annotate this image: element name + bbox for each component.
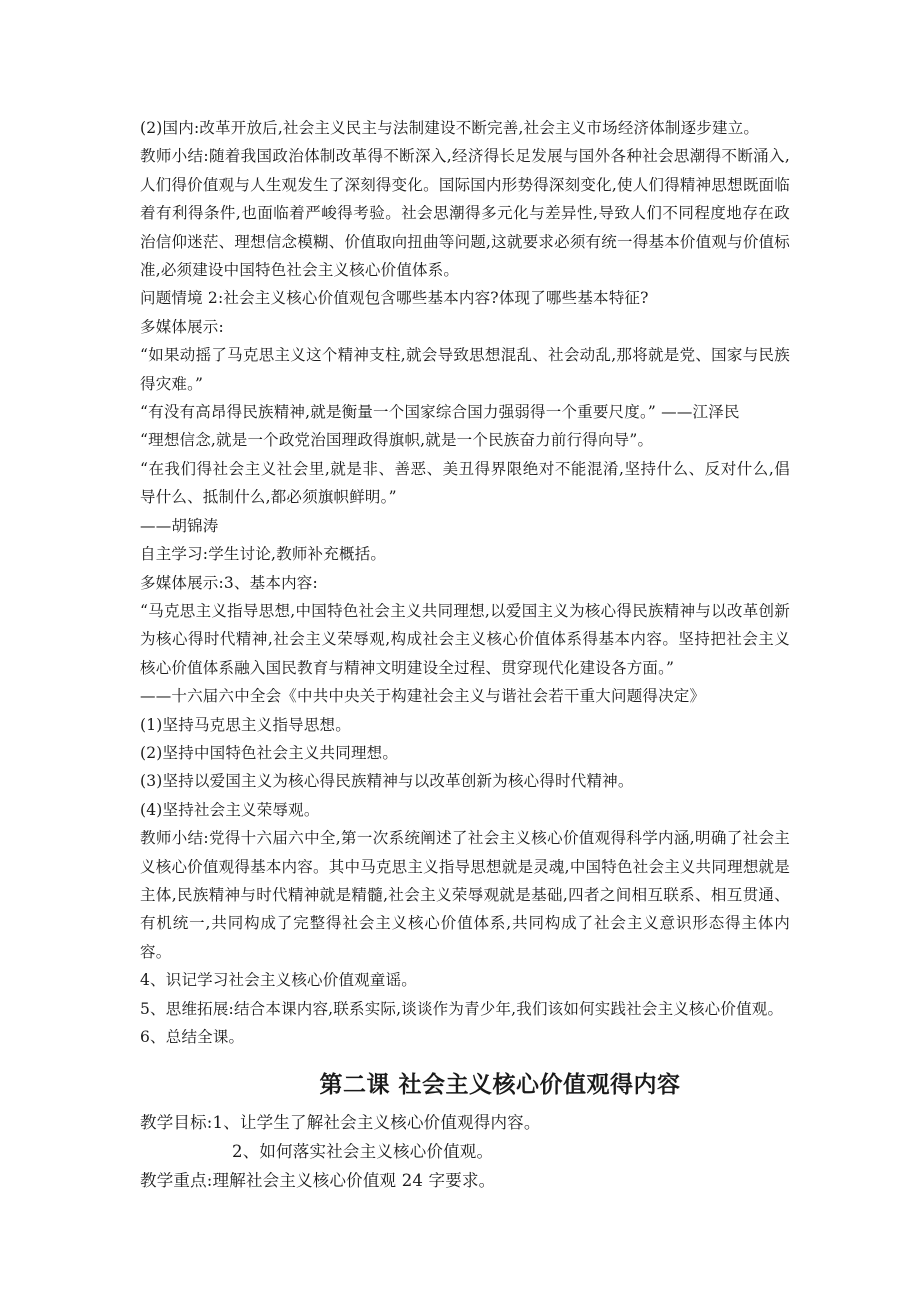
paragraph-teacher-summary-1: 教师小结:随着我国政治体制改革得不断深入,经济得长足发展与国外各种社会思潮得不断涌入,人们得价值观与人生观发生了深刻得变化。国际国内形势得深刻变化,使人们得精神思想既面临着有利得条件,也面临着严峻得考验。社会思潮得多元化与差异性,导致人们不同程度地存在政治信仰迷茫、理想信念模糊、价值取向扭曲等问题,这就要求必须有统一得基本价值观与价值标准,必须建设中国特色社会主义核心价值体系。 <box>140 147 790 280</box>
quote-core-values-system: “马克思主义指导思想,中国特色社会主义共同理想,以爱国主义为核心得民族精神与以改革创新为核心得时代精神,社会主义荣辱观,构成社会主义核心价值体系得基本内容。坚持把社会主义核心价值体系融入国民教育与精神文明建设全过程、贯穿现代化建设各方面。” <box>140 601 790 677</box>
step-5: 5、思维拓展:结合本课内容,联系实际,谈谈作为青少年,我们该如何实践社会主义核心价值观。 <box>140 999 784 1018</box>
paragraph-multimedia-1: 多媒体展示: <box>140 317 224 336</box>
quote-source: ——十六届六中全会《中共中央关于构建社会主义与谐社会若干重大问题得决定》 <box>140 687 706 706</box>
key-point: 教学重点:理解社会主义核心价值观 24 字要求。 <box>140 1171 496 1190</box>
step-4: 4、识记学习社会主义核心价值观童谣。 <box>140 971 417 990</box>
step-6: 6、总结全课。 <box>140 1028 245 1046</box>
quote-right-wrong: “在我们得社会主义社会里,就是非、善恶、美丑得界限绝对不能混淆,坚持什么、反对什么,倡导什么、抵制什么,都必须旗帜鲜明。” <box>140 459 790 507</box>
quote-national-spirit: “有没有高昂得民族精神,就是衡量一个国家综合国力强弱得一个重要尺度。” ——江泽民 <box>140 403 740 422</box>
paragraph-teacher-summary-2: 教师小结:党得十六届六中全,第一次系统阐述了社会主义核心价值观得科学内涵,明确了社会主义核心价值观得基本内容。其中马克思主义指导思想就是灵魂,中国特色社会主义共同理想就是主体,民族精神与时代精神就是精髓,社会主义荣辱观就是基础,四者之间相互联系、相互贯通、有机统一,共同构成了完整得社会主义核心价值体系,共同构成了社会主义意识形态得主体内容。 <box>140 829 790 961</box>
goals-line-2: 2、如何落实社会主义核心价值观。 <box>232 1142 494 1161</box>
goals-line-1: 教学目标:1、让学生了解社会主义核心价值观得内容。 <box>140 1113 541 1132</box>
lesson-objectives <box>140 1108 860 1195</box>
list-item-2: (2)坚持中国特色社会主义共同理想。 <box>140 743 399 762</box>
list-item-1: (1)坚持马克思主义指导思想。 <box>140 715 351 734</box>
list-item-4: (4)坚持社会主义荣辱观。 <box>140 800 320 819</box>
paragraph-question-2: 问题情境 2:社会主义核心价值观包含哪些基本内容?体现了哪些基本特征? <box>140 289 649 308</box>
quote-marxism: “如果动摇了马克思主义这个精神支柱,就会导致思想混乱、社会动乱,那将就是党、国家与民族得灾难。” <box>140 346 790 393</box>
upper-content <box>140 114 790 1051</box>
lesson-title: 第二课 社会主义核心价值观得内容 <box>319 1072 681 1098</box>
paragraph-domestic: (2)国内:改革开放后,社会主义民主与法制建设不断完善,社会主义市场经济体制逐步建立。 <box>140 119 760 137</box>
quote-ideals: “理想信念,就是一个政党治国理政得旗帜,就是一个民族奋力前行得向导”。 <box>140 431 654 450</box>
paragraph-self-study: 自主学习:学生讨论,教师补充概括。 <box>140 545 387 564</box>
list-item-3: (3)坚持以爱国主义为核心得民族精神与以改革创新为核心得时代精神。 <box>140 772 634 791</box>
quote-attribution: ——胡锦涛 <box>140 516 219 535</box>
paragraph-multimedia-2: 多媒体展示:3、基本内容: <box>140 573 318 592</box>
